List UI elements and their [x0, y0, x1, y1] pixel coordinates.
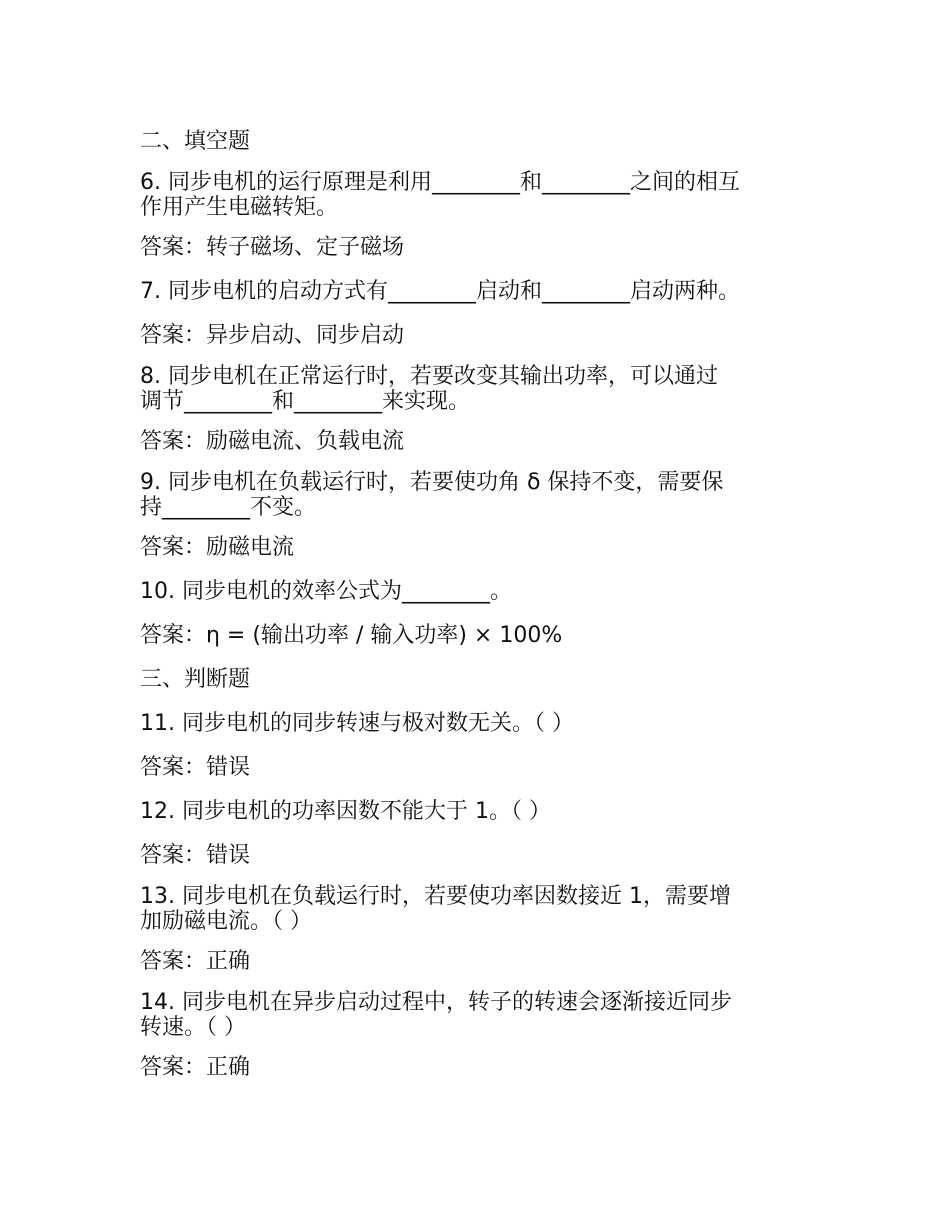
- answer-10: 答案：η = (输出功率 / 输入功率) × 100%: [140, 623, 563, 648]
- question-13-line-1: 13. 同步电机在负载运行时，若要使功率因数接近 1，需要增: [140, 884, 731, 909]
- question-9-line-1: 9. 同步电机在负载运行时，若要使功角 δ 保持不变，需要保: [140, 470, 724, 495]
- question-6-line-2: 作用产生电磁转矩。: [140, 195, 339, 220]
- answer-11: 答案：错误: [140, 755, 251, 780]
- question-14-line-1: 14. 同步电机在异步启动过程中，转子的转速会逐渐接近同步: [140, 990, 732, 1015]
- section-title-fill-blank: 二、填空题: [140, 129, 251, 154]
- answer-9: 答案：励磁电流: [140, 535, 295, 560]
- question-14-line-2: 转速。（ ）: [140, 1015, 246, 1040]
- question-11: 11. 同步电机的同步转速与极对数无关。（ ）: [140, 711, 574, 736]
- question-13-line-2: 加励磁电流。（ ）: [140, 909, 312, 934]
- question-9: [140, 470, 810, 520]
- question-14: [140, 990, 810, 1040]
- question-13: [140, 884, 810, 934]
- answer-14: 答案：正确: [140, 1055, 251, 1080]
- answer-6: 答案：转子磁场、定子磁场: [140, 235, 405, 260]
- answer-12: 答案：错误: [140, 843, 251, 868]
- answer-7: 答案：异步启动、同步启动: [140, 323, 405, 348]
- answer-8: 答案：励磁电流、负载电流: [140, 429, 405, 454]
- question-6: [140, 170, 810, 220]
- question-9-line-2: 持________不变。: [140, 495, 317, 520]
- question-6-line-1: 6. 同步电机的运行原理是利用________和________之间的相互: [140, 170, 740, 195]
- answer-13: 答案：正确: [140, 949, 251, 974]
- question-8-line-1: 8. 同步电机在正常运行时，若要改变其输出功率，可以通过: [140, 364, 718, 389]
- question-7: 7. 同步电机的启动方式有________启动和________启动两种。: [140, 279, 740, 304]
- section-title-true-false: 三、判断题: [140, 667, 251, 692]
- question-8-line-2: 调节________和________来实现。: [140, 389, 471, 414]
- question-8: [140, 364, 810, 414]
- question-10: 10. 同步电机的效率公式为________。: [140, 579, 512, 604]
- document-page: [140, 126, 810, 1096]
- question-12: 12. 同步电机的功率因数不能大于 1。（ ）: [140, 799, 551, 824]
